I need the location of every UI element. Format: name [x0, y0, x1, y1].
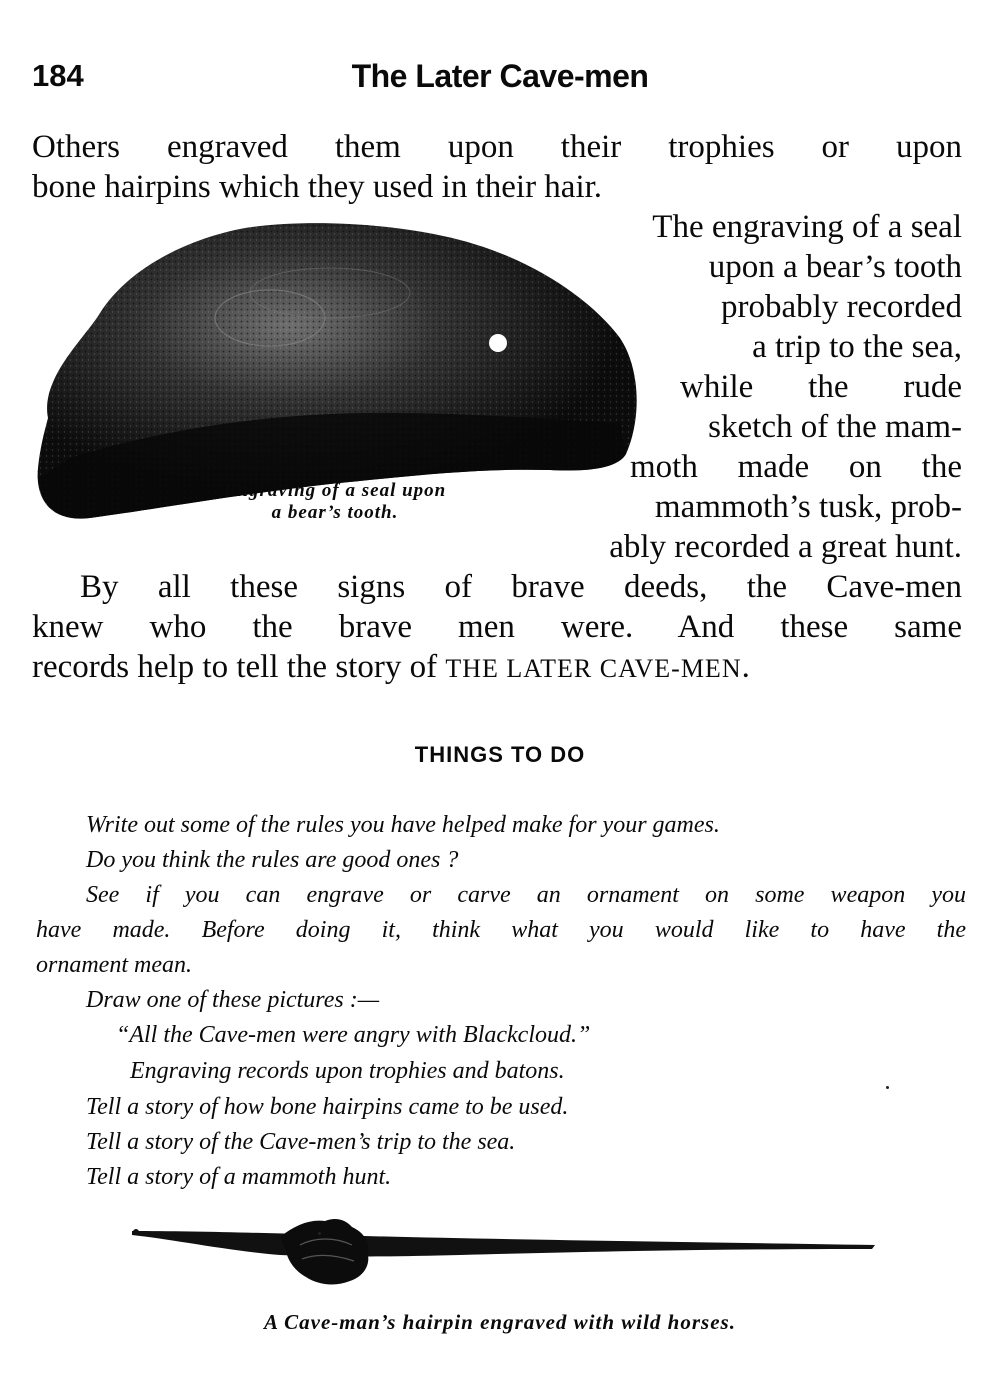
hairpin-figure-caption: A Cave-man’s hairpin engraved with wild horses. [264, 1310, 736, 1334]
todo-line-9: Tell a story of how bone hairpins came to be used. [86, 1094, 569, 1120]
hairpin-engraving-illustration [130, 1215, 875, 1295]
body-line-13: knew who the brave men were. And these same [32, 609, 962, 645]
scan-speck [318, 1232, 321, 1235]
todo-line-10: Tell a story of the Cave-men’s trip to the sea. [86, 1129, 516, 1155]
todo-line-6: Draw one of these pictures :— [86, 987, 380, 1013]
body-line-2: bone hairpins which they used in their hair. [32, 169, 603, 205]
running-head [0, 50, 1000, 100]
todo-line-11: Tell a story of a mammoth hunt. [86, 1164, 392, 1190]
todo-line-8: Engraving records upon trophies and batons. [130, 1058, 565, 1084]
body-line-6: a trip to the sea, [752, 329, 962, 365]
body-line-4: upon a bear’s tooth [708, 249, 962, 285]
page-number: 184 [32, 58, 84, 93]
body-line-14 [32, 647, 750, 689]
body-line-12: By all these signs of brave deeds, the Cave-men [80, 569, 962, 605]
running-title: The Later Cave-men [351, 58, 649, 94]
body-line-3: The engraving of a seal [652, 209, 962, 245]
things-to-do-heading: THINGS TO DO [414, 742, 586, 767]
scan-speck [886, 1086, 889, 1089]
todo-line-4: have made. Before doing it, think what you would like to have the [36, 917, 966, 943]
body-line-10: mammoth’s tusk, prob- [654, 489, 962, 525]
body-line-9: moth made on the [630, 449, 962, 485]
body-line-14-text: records help to tell the story of [32, 649, 438, 685]
body-line-5: probably recorded [721, 289, 962, 325]
body-line-11: ably recorded a great hunt. [609, 529, 962, 565]
closing-period: . [741, 649, 750, 685]
book-title-smallcaps: THE LATER CAVE-MEN [445, 654, 742, 683]
seal-figure-caption [170, 480, 500, 524]
seal-eye-hole [489, 334, 507, 352]
todo-line-3: See if you can engrave or carve an ornament on some weapon you [86, 882, 966, 908]
body-line-7: while the rude [680, 369, 962, 405]
body-line-1: Others engraved them upon their trophies or upon [32, 129, 962, 165]
seal-caption-line-2: a bear’s tooth. [271, 502, 399, 523]
body-line-8: sketch of the mam- [708, 409, 962, 445]
seal-caption-line-1: Engraving of a seal upon [223, 480, 447, 501]
todo-line-2: Do you think the rules are good ones ? [86, 847, 459, 873]
todo-line-1: Write out some of the rules you have helped make for your games. [86, 812, 720, 838]
todo-line-5: ornament mean. [36, 952, 192, 978]
todo-line-7: “All the Cave-men were angry with Blackcloud.” [116, 1022, 591, 1048]
